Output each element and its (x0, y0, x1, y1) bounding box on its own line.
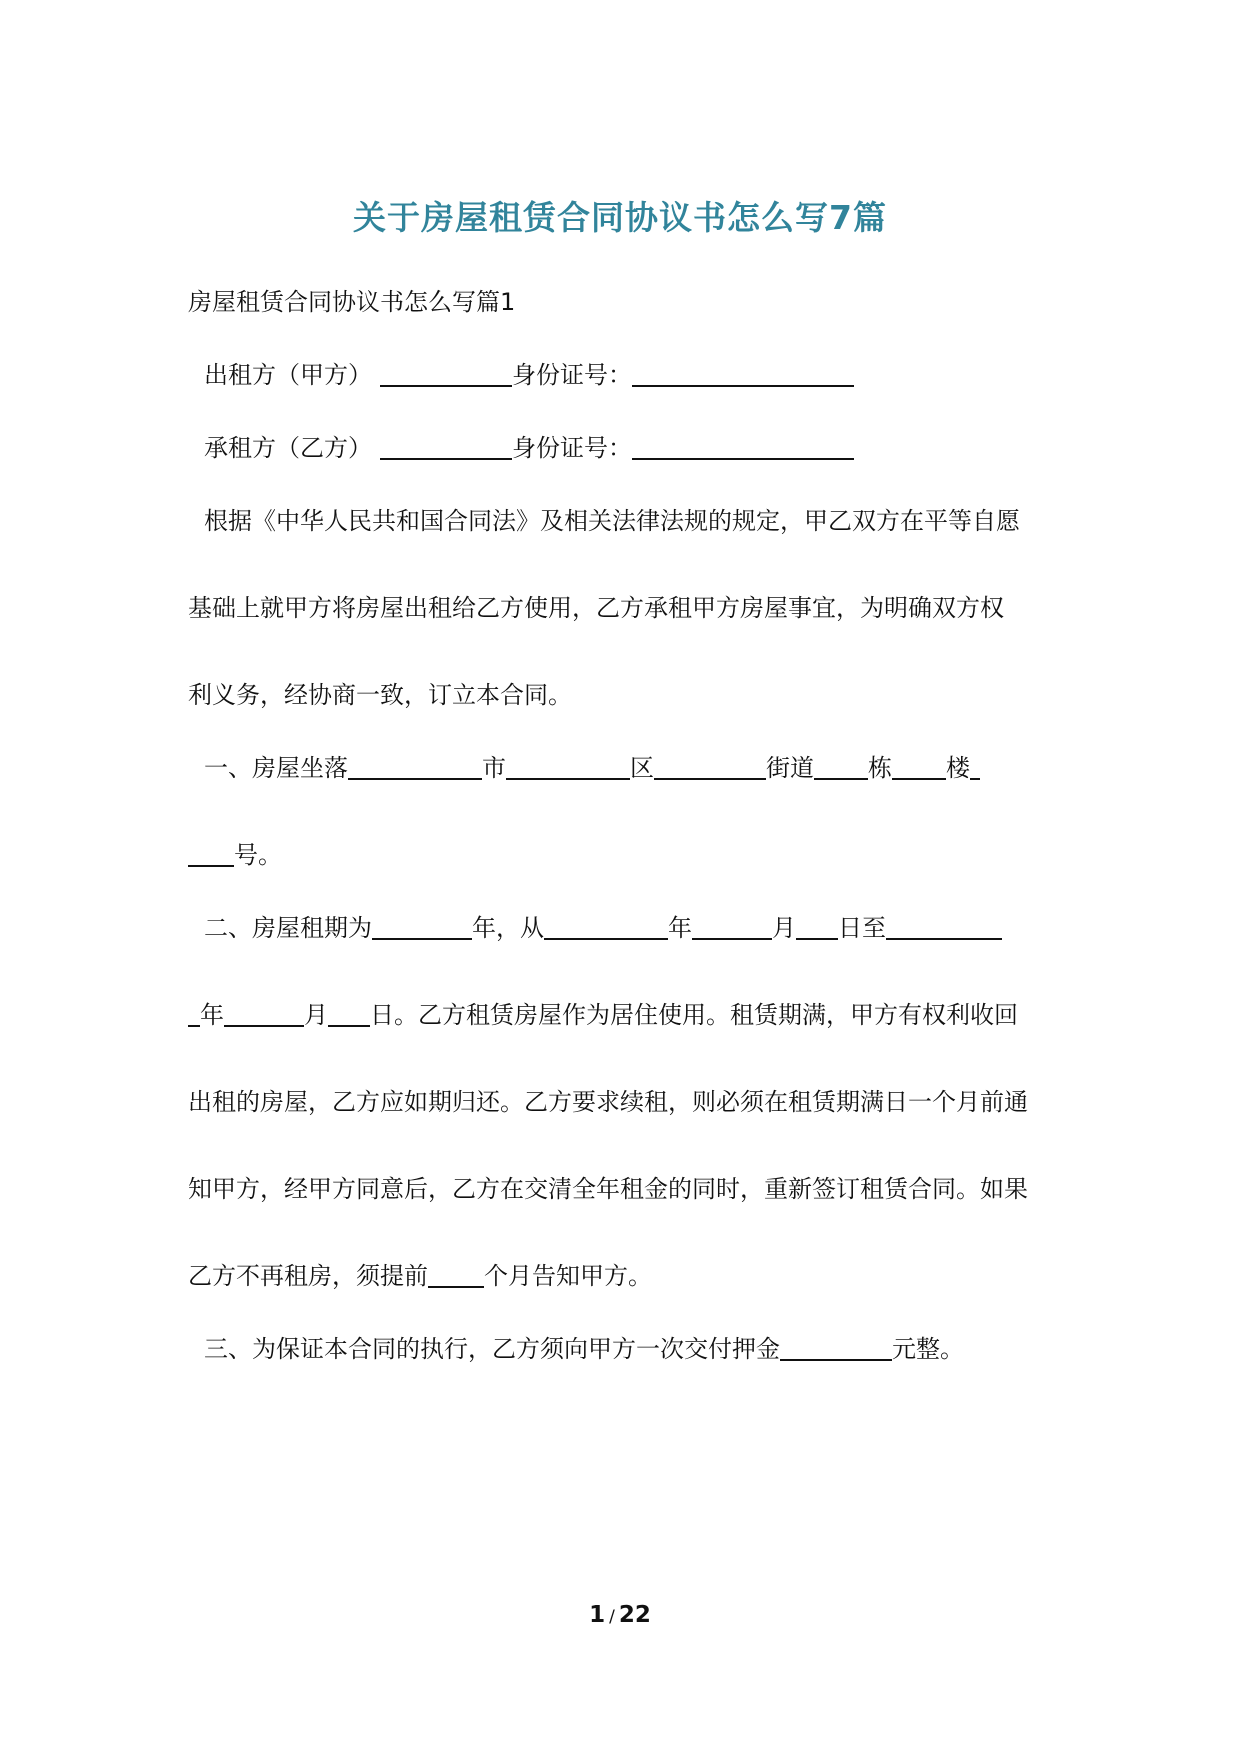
end-year-blank[interactable] (886, 912, 1002, 940)
clause2-line-4: 知甲方，经甲方同意后，乙方在交清全年租金的同时，重新签订租赁合同。如果 (188, 1175, 1028, 1203)
clause2-line-2 (188, 998, 1058, 1032)
clause2-line-5 (188, 1259, 1058, 1293)
notice-months-blank[interactable] (428, 1260, 484, 1288)
number-blank-start[interactable] (970, 752, 980, 780)
clause3-tail: 元整。 (892, 1335, 964, 1363)
clause1-lead: 一、房屋坐落 (204, 754, 348, 782)
lessee-line (204, 431, 1074, 465)
start-year-blank[interactable] (544, 912, 668, 940)
street-blank[interactable] (654, 752, 766, 780)
lessee-name-blank[interactable] (380, 432, 512, 460)
district-blank[interactable] (506, 752, 630, 780)
start-month-label: 月 (772, 914, 796, 942)
deposit-blank[interactable] (780, 1333, 892, 1361)
lessee-label: 承租方（乙方） (204, 434, 372, 462)
end-year-blank-cont[interactable] (188, 999, 200, 1027)
clause3-line-1 (204, 1332, 1074, 1366)
lessor-label: 出租方（甲方） (204, 361, 372, 389)
clause1-line-1 (204, 751, 1074, 785)
clause2-lead: 二、房屋租期为 (204, 914, 372, 942)
page-indicator (0, 1602, 1240, 1628)
start-day-label: 日至 (838, 914, 886, 942)
end-month-blank[interactable] (224, 999, 304, 1027)
building-label: 栋 (868, 754, 892, 782)
end-year-label: 年 (200, 1001, 224, 1029)
clause2-day-rest: 日。乙方租赁房屋作为居住使用。租赁期满，甲方有权利收回 (370, 1001, 1018, 1029)
notice-lead: 乙方不再租房，须提前 (188, 1262, 428, 1290)
intro-line-2: 基础上就甲方将房屋出租给乙方使用，乙方承租甲方房屋事宜，为明确双方权 (188, 594, 1004, 622)
end-month-label: 月 (304, 1001, 328, 1029)
start-day-blank[interactable] (796, 912, 838, 940)
city-label: 市 (482, 754, 506, 782)
lessor-line (204, 358, 1074, 392)
clause1-line-2 (188, 838, 1058, 872)
document-title: 关于房屋租赁合同协议书怎么写7篇 (353, 198, 887, 237)
lessor-id-blank[interactable] (632, 359, 854, 387)
total-pages: 22 (618, 1602, 651, 1628)
clause2-line-1 (204, 911, 1074, 945)
clause3-lead: 三、为保证本合同的执行，乙方须向甲方一次交付押金 (204, 1335, 780, 1363)
building-blank[interactable] (814, 752, 868, 780)
section-heading: 房屋租赁合同协议书怎么写篇1 (188, 288, 516, 316)
term-years-blank[interactable] (372, 912, 472, 940)
lessee-id-blank[interactable] (632, 432, 854, 460)
start-month-blank[interactable] (692, 912, 772, 940)
page-separator: / (609, 1607, 615, 1627)
city-blank[interactable] (348, 752, 482, 780)
number-label: 号。 (234, 841, 282, 869)
term-years-label: 年，从 (472, 914, 544, 942)
lessee-id-label: 身份证号： (512, 434, 632, 462)
current-page: 1 (589, 1602, 606, 1628)
number-blank[interactable] (188, 839, 234, 867)
street-label: 街道 (766, 754, 814, 782)
intro-line-1: 根据《中华人民共和国合同法》及相关法律法规的规定，甲乙双方在平等自愿 (204, 507, 1020, 535)
lessor-name-blank[interactable] (380, 359, 512, 387)
start-year-label: 年 (668, 914, 692, 942)
end-day-blank[interactable] (328, 999, 370, 1027)
lessor-id-label: 身份证号： (512, 361, 632, 389)
district-label: 区 (630, 754, 654, 782)
clause2-line-3: 出租的房屋，乙方应如期归还。乙方要求续租，则必须在租赁期满日一个月前通 (188, 1088, 1028, 1116)
floor-label: 楼 (946, 754, 970, 782)
floor-blank[interactable] (892, 752, 946, 780)
intro-line-3: 利义务，经协商一致，订立本合同。 (188, 681, 572, 709)
notice-tail: 个月告知甲方。 (484, 1262, 652, 1290)
